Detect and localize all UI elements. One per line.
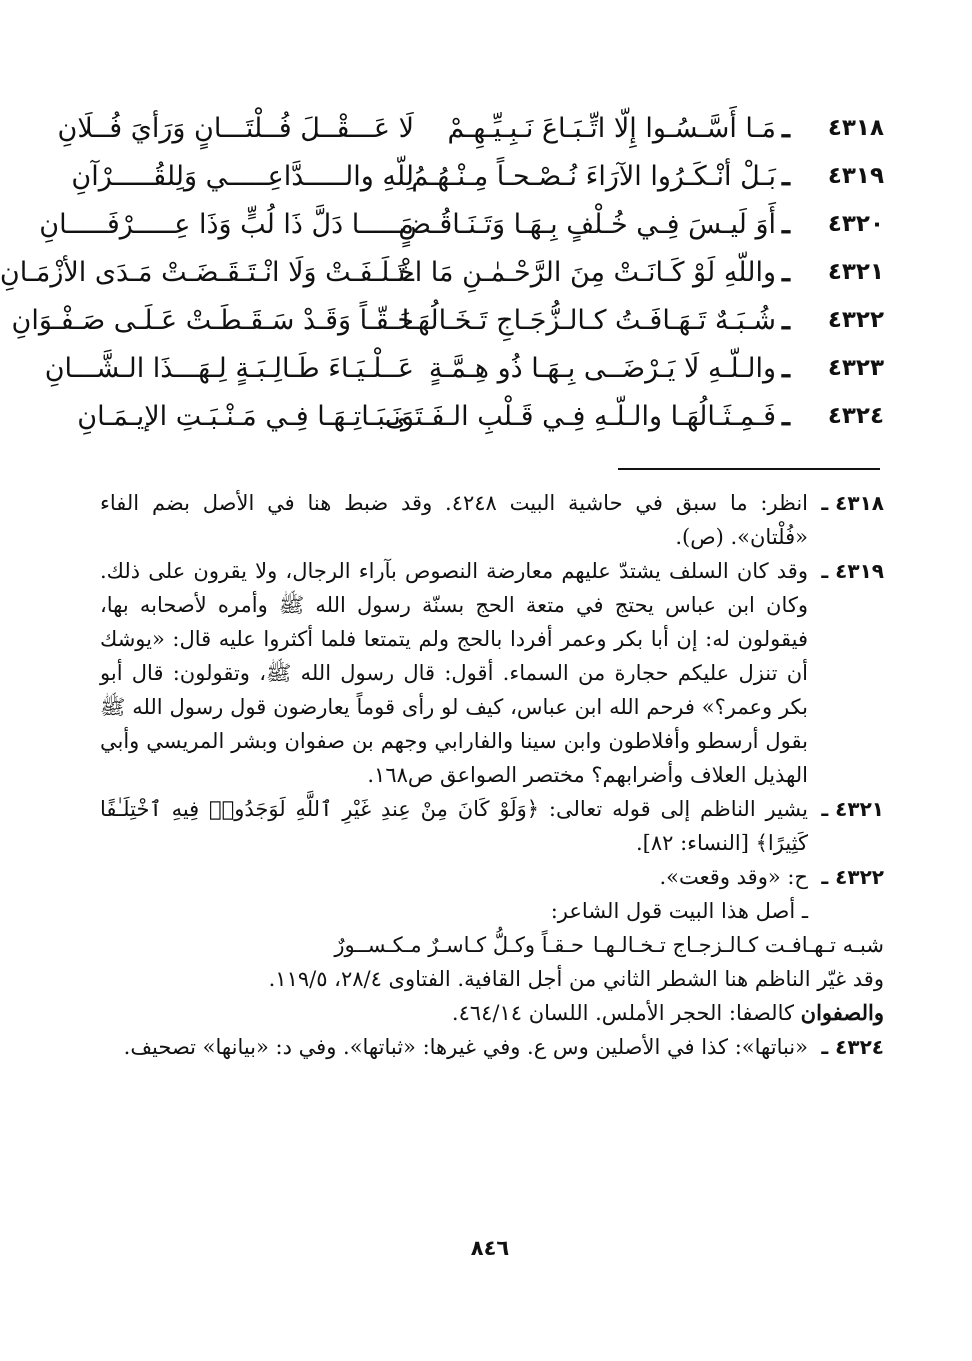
- footnote-dash: ـ: [821, 797, 829, 821]
- defined-term: والصفوان: [800, 1000, 884, 1025]
- footnote-body: [100, 792, 808, 860]
- verse-dash: ـ: [782, 304, 790, 336]
- verse-second-hemistich: ـتَـلَـفَـتْ وَلَا انْـتَـقَـضَـتْ مَـدَى الأزْمَـانِ: [0, 256, 414, 288]
- footnote-line: ـ أصل هذا البيت قول الشاعر:: [550, 899, 808, 923]
- verse-first-hemistich: أَوَ لَيـسَ فِـي خُـلْفٍ بِـهَـا وَتَـنَـاقُـضٍ: [398, 208, 776, 240]
- verse-number: ٤٣٢٠: [827, 211, 884, 237]
- footnote-number-text: ٤٣٢١: [835, 797, 884, 821]
- footnote-number: [808, 860, 884, 894]
- quoted-verse-second-hemistich: حـقـاً وكـلُّ كـاسـرٌ مـكـســورٌ: [334, 933, 584, 957]
- verse-dash: ـ: [782, 160, 790, 192]
- footnote-number: [808, 792, 884, 826]
- verse-second-hemistich: عَــلْـيَـاءَ طَـالِـبَـةٍ لِـهَـــذَا الـشَّـــانِ: [44, 352, 414, 384]
- footnote-body: [100, 860, 808, 928]
- footnote-4318: [100, 486, 884, 554]
- verse-first-hemistich: مَـا أَسَّـسُـوا إِلّا اتِّـبَـاعَ نَـبِـيِّـهِـمْ: [447, 112, 776, 144]
- footnote-body: [100, 1030, 808, 1064]
- verse-dash: ـ: [782, 208, 790, 240]
- footnote-text: انظر: ما سبق في حاشية البيت ٤٢٤٨. وقد ضبط هنا في الأصل بضم الفاء «فُلْتان». (ص).: [100, 491, 809, 549]
- verse-first-hemistich: واللّهِ لَوْ كَـانَـتْ مِنَ الرَّحْـمٰـنِ مَا اخْـ: [390, 256, 776, 288]
- verse-second-hemistich: مَـــــا دَلَّ ذَا لُبٍّ وَذَا عِـــــرْفَـــــانِ: [39, 208, 414, 240]
- verse-second-hemistich: لِلّهِ والـــــدَّاعِـــــي وَلِلقُـــــرْآنِ: [71, 160, 414, 192]
- verse-second-hemistich: حَـقّـاً وَقَـدْ سَـقَـطَـتْ عَـلَـى صَـفْـوَانِ: [11, 304, 414, 336]
- footnote-text: يشير الناظم إلى قوله تعالى: ﴿وَلَوْ كَانَ مِنْ عِندِ غَيْرِ ٱللَّهِ لَوَجَدُوا۟ فِيهِ ٱخْتِلَـٰفًا كَثِيرًا﴾ [النساء: ٨٢].: [100, 797, 808, 855]
- verse-number: ٤٣٢٢: [827, 307, 884, 333]
- footnote-line: وقد غيّر الناظم هنا الشطر الثاني من أجل القافية. الفتاوى ٢٨/٤، ١١٩/٥.: [268, 967, 884, 991]
- footnote-line: [100, 996, 884, 1030]
- verse-dash: ـ: [782, 112, 790, 144]
- verse-row: [57, 104, 884, 152]
- footnote-4322: [100, 860, 884, 928]
- footnote-body: [100, 486, 808, 554]
- verse-first-hemistich: فَـمِـثَـالُهَـا والـلّـهِ فِـي قَـلْبِ الـفَـتَـى: [384, 400, 776, 432]
- footnote-text: وقد كان السلف يشتدّ عليهم معارضة النصوص بآراء الرجال، ولا يقرون على ذلك. وكان ابن عباس يحتج في متعة الحج بسنّة رسول الله ﷺ وأمره لأصحابه بها، فيقولون له: إن أبا بكر وعمر أفردا بالحج ولم يتمتعا فلما أكثروا عليه قال: «يوشك أن تنزل عليكم حجارة من السماء. أقول: قال رسول الله ﷺ، وتقولون: قال أبو بكر وعمر؟» فرحم الله ابن عباس، كيف لو رأى قوماً يعارضون قول رسول الله ﷺ بقول أرسطو وأفلاطون وابن سينا والفارابي وجهم بن صفوان وبشر المريسي وأبي الهذيل العلاف وأضرابهم؟ مختصر الصواعق ص١٦٨.: [100, 559, 808, 787]
- footnote-dash: ـ: [821, 1035, 829, 1059]
- footnotes: [100, 486, 884, 1064]
- footnote-dash: ـ: [821, 865, 829, 889]
- footnote-number-text: ٤٣١٨: [835, 491, 884, 515]
- definition-text: كالصفا: الحجر الأملس. اللسان ٤٦٤/١٤.: [451, 1001, 794, 1025]
- footnote-4321: [100, 792, 884, 860]
- footnote-number: [808, 486, 884, 520]
- verse-second-hemistich: لَا عَـــقْــلَ فُــلْتَـــانٍ وَرَأيَ فُــلَانِ: [57, 112, 414, 144]
- quoted-verse-first-hemistich: شبـه تـهـافـت كـالـزجـاج تـخـالـهـا: [592, 933, 884, 957]
- footnote-number-text: ٤٣٢٤: [835, 1035, 884, 1059]
- quoted-verse: [100, 928, 884, 962]
- verse-number: ٤٣٢٤: [827, 403, 884, 429]
- poem-verses: [0, 104, 884, 440]
- page-number: ٨٤٦: [470, 1236, 510, 1260]
- verse-number: ٤٣٢١: [827, 259, 884, 285]
- verse-row: [71, 152, 884, 200]
- footnote-4319: [100, 554, 884, 792]
- footnote-dash: ـ: [821, 559, 829, 583]
- verse-row: [44, 344, 884, 392]
- footnote-line: ح: «وقد وقعت».: [659, 865, 808, 889]
- verse-first-hemistich: بَـلْ أنْـكَـرُوا الآرَاءَ نُـصْـحـاً مِـنْـهُـمُ: [411, 160, 776, 192]
- verse-number: ٤٣١٨: [827, 115, 884, 141]
- verse-dash: ـ: [782, 400, 790, 432]
- verse-second-hemistich: وَنَـبَـاتِـهَـا فِـي مَـنْـبَـتِ الإيـمَـانِ: [77, 400, 414, 432]
- verse-dash: ـ: [782, 352, 790, 384]
- verse-dash: ـ: [782, 256, 790, 288]
- footnote-text: «نباتها»: كذا في الأصلين وس ع. وفي غيرها: «ثباتها». وفي د: «بيانها» تصحيف.: [123, 1035, 808, 1059]
- footnote-4324: [100, 1030, 884, 1064]
- footnote-separator: [618, 468, 880, 470]
- verse-number: ٤٣١٩: [827, 163, 884, 189]
- verse-first-hemistich: والـلّـهِ لَا يَـرْضَــى بِـهَـا ذُو هِـمَّـةٍ: [428, 352, 776, 384]
- footnote-number-text: ٤٣٢٢: [835, 865, 884, 889]
- footnote-dash: ـ: [821, 491, 829, 515]
- footnote-body: [100, 554, 808, 792]
- footnote-number: [808, 1030, 884, 1064]
- verse-row: [77, 392, 884, 440]
- verse-number: ٤٣٢٣: [827, 355, 884, 381]
- verse-row: [11, 296, 884, 344]
- verse-row: [0, 248, 884, 296]
- footnote-number: [808, 554, 884, 588]
- footnote-number-text: ٤٣١٩: [835, 559, 884, 583]
- verse-row: [39, 200, 884, 248]
- verse-first-hemistich: شُـبَـهٌ تَـهَـافَـتُ كـالـزُّجَـاجِ تَـخَـالُهَـا: [401, 304, 776, 336]
